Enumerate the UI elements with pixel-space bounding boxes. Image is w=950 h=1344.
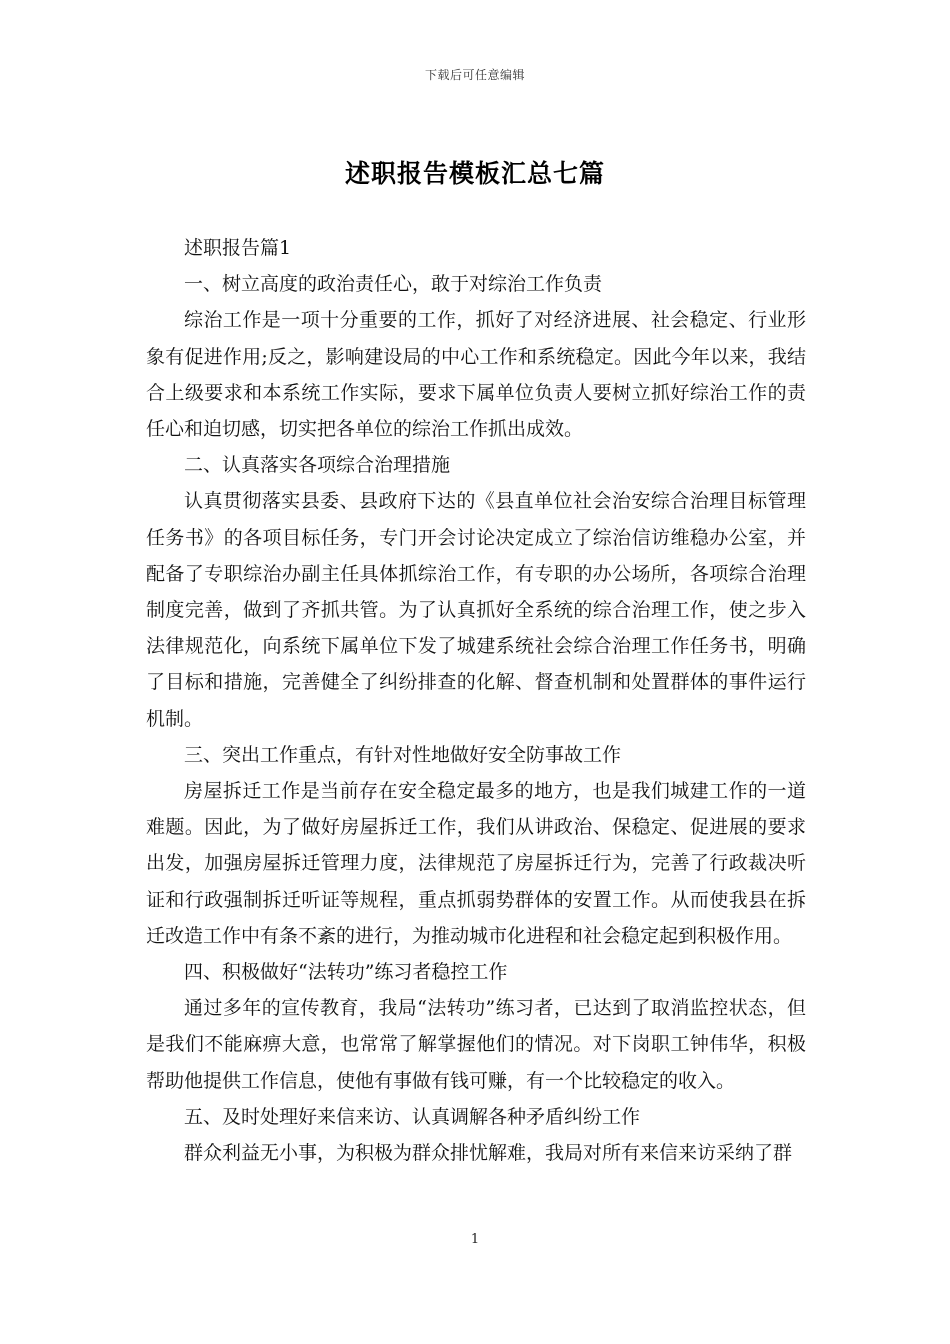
section-heading: 一、树立高度的政治责任心，敢于对综治工作负责 [184,273,603,296]
section-heading: 五、及时处理好来信来访、认真调解各种矛盾纠纷工作 [184,1105,641,1128]
section-heading: 四、积极做好“法转功”练习者稳控工作 [184,961,508,984]
body-paragraph: 群众利益无小事，为积极为群众排忧解难，我局对所有来信来访采纳了群 [184,1142,793,1165]
body-paragraph: 综治工作是一项十分重要的工作，抓好了对经济进展、社会稳定、行业形象有促进作用;反之，影响建设局的中心工作和系统稳定。因此今年以来，我结合上级要求和本系统工作实际，要求下属单位负责人要树立抓好综治工作的责任心和迫切感，切实把各单位的综治工作抓出成效。 [146,309,806,441]
body-paragraph: 认真贯彻落实县委、县政府下达的《县直单位社会治安综合治理目标管理任务书》的各项目标任务，专门开会讨论决定成立了综治信访维稳办公室，并配备了专职综治办副主任具体抓综治工作，有专职的办公场所，各项综合治理制度完善，做到了齐抓共管。为了认真抓好全系统的综合治理工作，使之步入法律规范化，向系统下属单位下发了城建系统社会综合治理工作任务书，明确了目标和措施，完善健全了纠纷排查的化解、督查机制和处置群体的事件运行机制。 [146,490,806,730]
body-paragraph: 房屋拆迁工作是当前存在安全稳定最多的地方，也是我们城建工作的一道难题。因此，为了做好房屋拆迁工作，我们从讲政治、保稳定、促进展的要求出发，加强房屋拆迁管理力度，法律规范了房屋拆迁行为，完善了行政裁决听证和行政强制拆迁听证等规程，重点抓弱势群体的安置工作。从而使我县在拆迁改造工作中有条不紊的进行，为推动城市化进程和社会稳定起到积极作用。 [146,780,806,947]
section-heading: 二、认真落实各项综合治理措施 [184,454,451,477]
header-note: 下载后可任意编辑 [424,68,525,82]
document-body [146,230,806,1171]
section-heading: 三、突出工作重点，有针对性地做好安全防事故工作 [184,743,622,766]
section-heading: 述职报告篇1 [184,237,292,259]
page-number: 1 [470,1232,480,1247]
body-paragraph: 通过多年的宣传教育，我局“法转功”练习者，已达到了取消监控状态，但是我们不能麻痹大意，也常常了解掌握他们的情况。对下岗职工钟伟华，积极帮助他提供工作信息，使他有事做有钱可赚，有一个比较稳定的收入。 [146,997,806,1092]
document-title: 述职报告模板汇总七篇 [344,159,605,188]
